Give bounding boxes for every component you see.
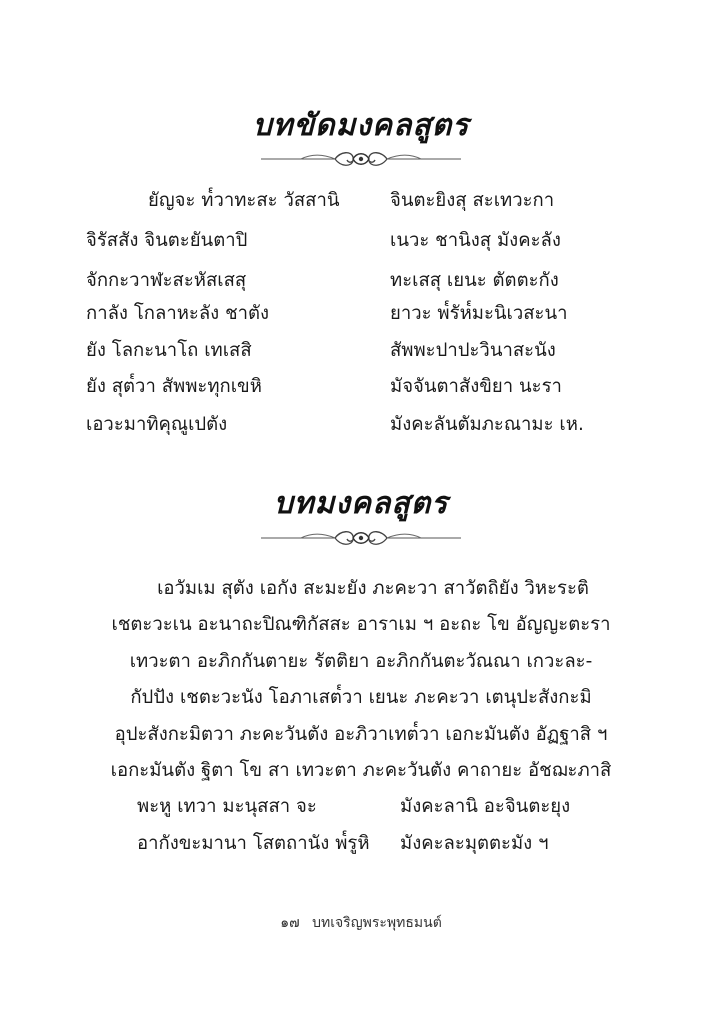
prose-line: เอวัมเม สุตัง เอกัง สะมะยัง ภะคะวา สาวัตถิยัง วิหะระติ <box>157 578 589 599</box>
prose-line: กัปปัง เชตะวะนัง โอภาเสต๎วา เยนะ ภะคะวา เตนุปะสังกะมิ <box>130 687 592 708</box>
closing-verse-right: มังคะลานิ อะจินตะยุง <box>400 796 571 817</box>
section-title-khat-mongkhon-sut: บทขัดมงคลสูตร <box>252 108 470 143</box>
verse-row <box>0 372 722 402</box>
verse-row <box>0 410 722 440</box>
prose-line: เชตะวะเน อะนาถะปิณฑิกัสสะ อาราเม ฯ อะถะ โข อัญญะตะรา <box>111 614 611 635</box>
closing-verse-right: มังคะละมุตตะมัง ฯ <box>400 833 549 854</box>
verse-right: เนวะ ชานิงสุ มังคะลัง <box>390 230 561 251</box>
verse-row <box>0 299 722 329</box>
page-footer <box>0 912 722 934</box>
verse-row <box>0 266 722 296</box>
verse-right: จินตะยิงสุ สะเทวะกา <box>390 190 555 211</box>
verse-row <box>0 186 722 216</box>
section-title-mongkhon-sut: บทมงคลสูตร <box>273 486 449 521</box>
verse-left: จักกะวาฬะสะหัสเสสุ <box>86 270 247 291</box>
prose-line: อุปะสังกะมิตวา ภะคะวันตัง อะภิวาเทต๎วา เอกะมันตัง อัฏฐาสิ ฯ <box>114 724 608 745</box>
verse-right: ทะเสสุ เยนะ ตัตตะกัง <box>390 270 559 291</box>
book-title: บทเจริญพระพุทธมนต์ <box>312 915 442 931</box>
verse-right: มังคะลันตัมภะณามะ เห. <box>390 414 584 435</box>
verse-left: ยัง สุต๎วา สัพพะทุกเขหิ <box>86 376 262 397</box>
verse-left: เอวะมาทิคุณูเปตัง <box>86 414 228 435</box>
closing-verse-left: อากังขะมานา โสตถานัง พ๎รูหิ <box>137 833 370 854</box>
decorative-divider-ornament <box>261 527 461 549</box>
verse-left: ยัญจะ ท๎วาทะสะ วัสสานิ <box>148 190 340 211</box>
prose-line: เทวะตา อะภิกกันตายะ รัตติยา อะภิกกันตะวัณณา เกวะละ- <box>129 651 593 672</box>
verse-left: กาลัง โกลาหะลัง ชาตัง <box>86 303 270 324</box>
verse-row <box>0 336 722 366</box>
verse-right: สัพพะปาปะวินาสะนัง <box>390 340 556 361</box>
prose-line: เอกะมันตัง ฐิตา โข สา เทวะตา ภะคะวันตัง คาถายะ อัชฌะภาสิ <box>110 760 612 781</box>
verse-left: จิรัสสัง จินตะยันตาปิ <box>86 230 248 251</box>
decorative-divider-ornament <box>261 148 461 170</box>
verse-row <box>0 226 722 256</box>
verse-left: ยัง โลกะนาโถ เทเสสิ <box>86 340 252 361</box>
verse-right: มัจจันตาสังขิยา นะรา <box>390 376 562 397</box>
closing-verse-left: พะหู เทวา มะนุสสา จะ <box>137 796 317 817</box>
page-number: ๑๗ <box>280 915 300 931</box>
verse-right: ยาวะ พ๎รัห๎มะนิเวสะนา <box>390 303 568 324</box>
